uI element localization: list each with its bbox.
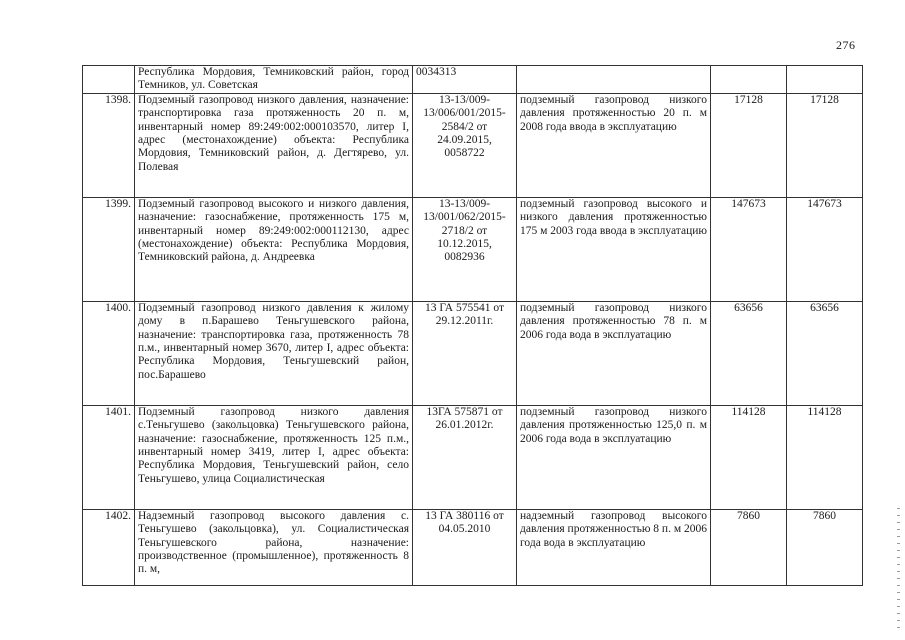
value-cell-1: 147673 (711, 197, 787, 301)
object-description-cell: Республика Мордовия, Темниковский район, город Темников, ул. Советская (135, 66, 413, 94)
value-cell-2 (787, 66, 863, 94)
value-cell-2: 7860 (787, 509, 863, 585)
characteristics-cell: подземный газопровод низкого давления протяженностью 125,0 п. м 2006 года вода в эксплуатацию (517, 405, 711, 509)
table-row (83, 93, 863, 197)
row-number-cell: 1402. (83, 509, 135, 585)
value-cell-2: 114128 (787, 405, 863, 509)
value-cell-1: 114128 (711, 405, 787, 509)
row-number-cell (83, 66, 135, 94)
characteristics-cell: подземный газопровод низкого давления протяженностью 78 п. м 2006 года вода в эксплуатацию (517, 301, 711, 405)
registration-cell: 13 ГА 380116 от 04.05.2010 (413, 509, 517, 585)
registration-cell: 13-13/009-13/001/062/2015-2718/2 от 10.12.2015, 0082936 (413, 197, 517, 301)
object-description-cell: Подземный газопровод высокого и низкого давления, назначение: газоснабжение, протяженность 175 м, инвентарный номер 89:249:002:000112130, адрес (местонахождение) объекта: Республика Мордовия, Темниковский района, д. Андреевка (135, 197, 413, 301)
row-number-cell: 1399. (83, 197, 135, 301)
value-cell-2: 63656 (787, 301, 863, 405)
object-description-cell: Подземный газопровод низкого давления с.Теньгушево (закольцовка) Теньгушевского района, назначение: газоснабжение, протяженность 125 п.м., инвентарный номер 3419, литер I, адрес объекта: Республика Мордовия, Теньгушевский район, село Теньгушево, улица Социалистическая (135, 405, 413, 509)
registration-cell: 0034313 (413, 66, 517, 94)
characteristics-cell: надземный газопровод высокого давления протяженностью 8 п. м 2006 года вода в эксплуатацию (517, 509, 711, 585)
characteristics-cell (517, 66, 711, 94)
value-cell-1: 63656 (711, 301, 787, 405)
row-number-cell: 1401. (83, 405, 135, 509)
row-number-cell: 1398. (83, 93, 135, 197)
table-row (83, 197, 863, 301)
object-description-cell: Подземный газопровод низкого давления к жилому дому в п.Барашево Теньгушевского района, назначение: транспортировка газа, протяженность 78 п.м., инвентарный номер 3670, литер I, адрес объекта: Республика Мордовия, Теньгушевский район, пос.Барашево (135, 301, 413, 405)
property-registry-table (82, 65, 863, 586)
characteristics-cell: подземный газопровод высокого и низкого давления протяженностью 175 м 2003 года ввода в эксплуатацию (517, 197, 711, 301)
value-cell-2: 147673 (787, 197, 863, 301)
table-row (83, 509, 863, 585)
page-number: 276 (836, 38, 856, 52)
row-number-cell: 1400. (83, 301, 135, 405)
table-row (83, 301, 863, 405)
table-row (83, 66, 863, 94)
value-cell-1 (711, 66, 787, 94)
registration-cell: 13ГА 575871 от 26.01.2012г. (413, 405, 517, 509)
value-cell-1: 17128 (711, 93, 787, 197)
characteristics-cell: подземный газопровод низкого давления протяженностью 20 п. м 2008 года ввода в эксплуатацию (517, 93, 711, 197)
value-cell-1: 7860 (711, 509, 787, 585)
value-cell-2: 17128 (787, 93, 863, 197)
registration-cell: 13 ГА 575541 от 29.12.2011г. (413, 301, 517, 405)
object-description-cell: Подземный газопровод низкого давления, назначение: транспортировка газа протяженность 20 п. м, инвентарный номер 89:249:002:000103570, литер I, адрес (местонахождение) объекта: Республика Мордовия, Темниковский район, д. Дегтярево, ул. Полевая (135, 93, 413, 197)
object-description-cell: Надземный газопровод высокого давления с. Теньгушево (закольцовка), ул. Социалистическая Теньгушевского района, назначение: производственное (промышленное), протяженность 8 п. м, (135, 509, 413, 585)
registration-cell: 13-13/009-13/006/001/2015-2584/2 от 24.09.2015, 0058722 (413, 93, 517, 197)
scan-edge-marks (897, 508, 900, 628)
table-row (83, 405, 863, 509)
